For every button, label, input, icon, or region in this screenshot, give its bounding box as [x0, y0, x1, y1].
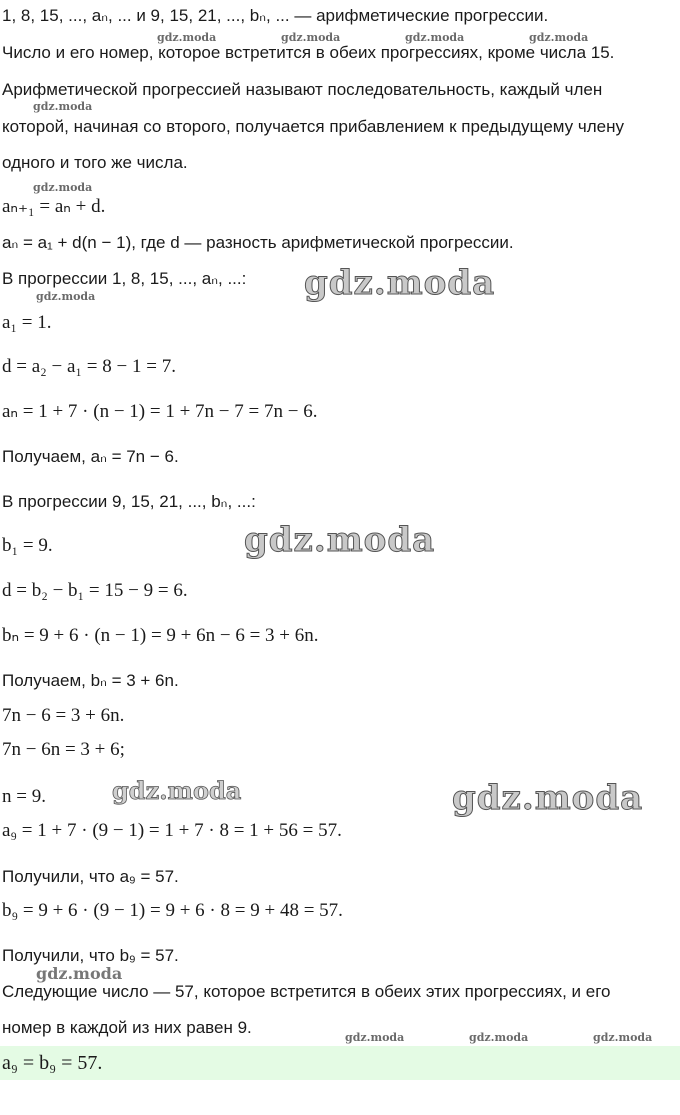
equation-2: 7n − 6n = 3 + 6;	[2, 739, 125, 760]
watermark: gdz.moda	[593, 1031, 653, 1044]
watermark: gdz.moda	[405, 31, 465, 44]
conclusion-line-2: номер в каждой из них равен 9.	[2, 1018, 252, 1037]
watermark: gdz.moda	[36, 964, 123, 983]
b9-result: Получили, что b₉ = 57.	[2, 946, 179, 965]
final-answer: a₉ = b₉ = 57.	[2, 1052, 103, 1074]
a-result: Получаем, aₙ = 7n − 6.	[2, 447, 179, 466]
b-result: Получаем, bₙ = 3 + 6n.	[2, 671, 179, 690]
watermark: gdz.moda	[452, 778, 644, 818]
watermark: gdz.moda	[112, 776, 242, 805]
text-line-4: которой, начиная со второго, получается прибавлением к предыдущему члену	[2, 117, 625, 136]
progression-a-heading: В прогрессии 1, 8, 15, ..., aₙ, ...:	[2, 269, 247, 288]
a-difference: d = a₂ − a₁ = 8 − 1 = 7.	[2, 356, 176, 377]
text-line-5: одного и того же числа.	[2, 153, 188, 172]
text-line-2: Число и его номер, которое встретится в обеих прогрессиях, кроме числа 15.	[2, 43, 615, 62]
watermark: gdz.moda	[345, 1031, 405, 1044]
b-difference: d = b₂ − b₁ = 15 − 9 = 6.	[2, 580, 188, 601]
watermark: gdz.moda	[304, 263, 496, 303]
text-line-3: Арифметической прогрессией называют последовательность, каждый член	[2, 80, 603, 99]
conclusion-line-1: Следующие число — 57, которое встретится в обеих этих прогрессиях, и его	[2, 982, 611, 1001]
watermark: gdz.moda	[469, 1031, 529, 1044]
watermark: gdz.moda	[244, 520, 436, 560]
watermark: gdz.moda	[33, 100, 93, 113]
a-general-term: aₙ = 1 + 7 · (n − 1) = 1 + 7n − 7 = 7n − 6.	[2, 401, 318, 422]
equation-n: n = 9.	[2, 786, 46, 807]
formula-general: aₙ = a₁ + d(n − 1), где d — разность арифметической прогрессии.	[2, 233, 514, 252]
a9-result: Получили, что a₉ = 57.	[2, 867, 179, 886]
text-line-1: 1, 8, 15, ..., aₙ, ... и 9, 15, 21, ..., bₙ, ... — арифметические прогрессии.	[2, 6, 549, 25]
b-general-term: bₙ = 9 + 6 · (n − 1) = 9 + 6n − 6 = 3 + 6n.	[2, 625, 319, 646]
watermark: gdz.moda	[529, 31, 589, 44]
formula-recurrence: aₙ₊₁ = aₙ + d.	[2, 196, 106, 217]
watermark: gdz.moda	[33, 181, 93, 194]
b1-value: b₁ = 9.	[2, 535, 53, 556]
watermark: gdz.moda	[157, 31, 217, 44]
a9-calculation: a₉ = 1 + 7 · (9 − 1) = 1 + 7 · 8 = 1 + 56 = 57.	[2, 820, 342, 841]
watermark: gdz.moda	[281, 31, 341, 44]
watermark: gdz.moda	[36, 290, 96, 303]
b9-calculation: b₉ = 9 + 6 · (9 − 1) = 9 + 6 · 8 = 9 + 48 = 57.	[2, 900, 343, 921]
progression-b-heading: В прогрессии 9, 15, 21, ..., bₙ, ...:	[2, 492, 256, 511]
a1-value: a₁ = 1.	[2, 312, 52, 333]
equation-1: 7n − 6 = 3 + 6n.	[2, 705, 125, 726]
